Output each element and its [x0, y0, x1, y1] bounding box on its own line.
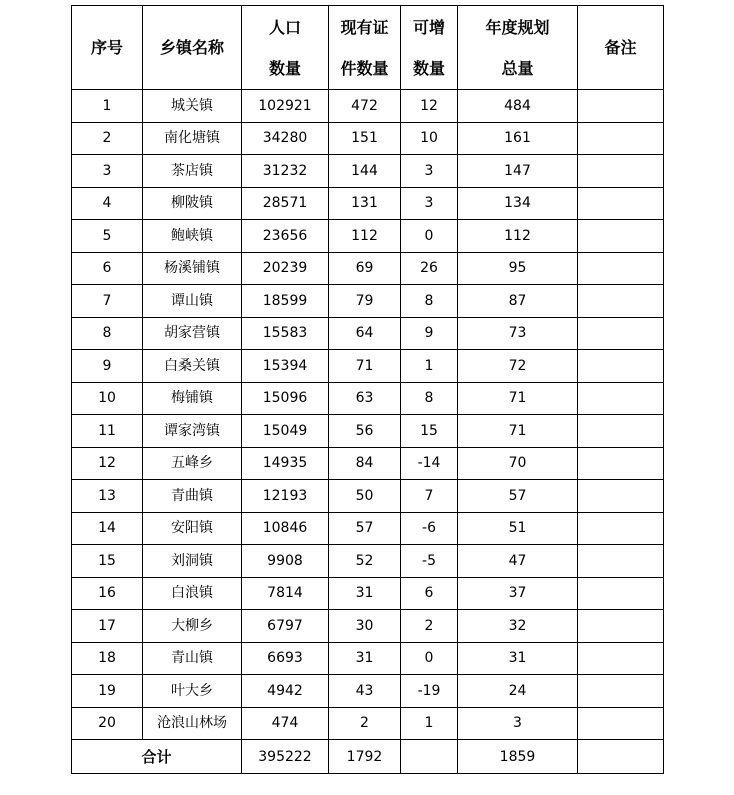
row-index: 2 [72, 122, 143, 155]
row-town-name: 谭山镇 [143, 285, 242, 318]
row-increase: -6 [401, 512, 458, 545]
table-row [72, 642, 664, 675]
row-planned: 47 [458, 545, 578, 578]
row-increase: 6 [401, 577, 458, 610]
header-increase-line-1: 可增 [412, 17, 445, 37]
row-population: 15394 [242, 350, 329, 383]
row-index: 9 [72, 350, 143, 383]
row-existing: 71 [329, 350, 401, 383]
table-row [72, 480, 664, 513]
header-population-line-1: 人口 [268, 17, 301, 37]
row-increase: 1 [401, 707, 458, 740]
table-row [72, 220, 664, 253]
row-existing: 69 [329, 252, 401, 285]
header-population [242, 6, 329, 90]
row-remarks [578, 90, 664, 123]
row-increase: 9 [401, 317, 458, 350]
row-planned: 112 [458, 220, 578, 253]
table-row [72, 317, 664, 350]
row-population: 4942 [242, 675, 329, 708]
table-row [72, 382, 664, 415]
header-planned [458, 6, 578, 90]
row-increase: 0 [401, 220, 458, 253]
table-row [72, 512, 664, 545]
header-existing-line-2: 件数量 [340, 58, 389, 78]
row-population: 28571 [242, 187, 329, 220]
row-town-name: 柳陂镇 [143, 187, 242, 220]
row-population: 6693 [242, 642, 329, 675]
row-index: 12 [72, 447, 143, 480]
row-increase: 26 [401, 252, 458, 285]
table-row [72, 545, 664, 578]
row-planned: 3 [458, 707, 578, 740]
row-index: 13 [72, 480, 143, 513]
total-planned: 1859 [458, 740, 578, 774]
row-index: 3 [72, 155, 143, 188]
row-planned: 72 [458, 350, 578, 383]
row-population: 15096 [242, 382, 329, 415]
row-town-name: 青曲镇 [143, 480, 242, 513]
row-index: 4 [72, 187, 143, 220]
row-existing: 112 [329, 220, 401, 253]
row-index: 14 [72, 512, 143, 545]
row-town-name: 白浪镇 [143, 577, 242, 610]
row-existing: 2 [329, 707, 401, 740]
row-town-name: 谭家湾镇 [143, 415, 242, 448]
row-town-name: 茶店镇 [143, 155, 242, 188]
row-remarks [578, 707, 664, 740]
row-population: 12193 [242, 480, 329, 513]
row-town-name: 沧浪山林场 [143, 707, 242, 740]
table-row [72, 252, 664, 285]
row-increase: 3 [401, 155, 458, 188]
header-existing [329, 6, 401, 90]
row-increase: 2 [401, 610, 458, 643]
row-town-name: 杨溪铺镇 [143, 252, 242, 285]
row-planned: 37 [458, 577, 578, 610]
row-planned: 147 [458, 155, 578, 188]
row-existing: 131 [329, 187, 401, 220]
row-existing: 79 [329, 285, 401, 318]
row-town-name: 梅铺镇 [143, 382, 242, 415]
table-row [72, 155, 664, 188]
row-remarks [578, 122, 664, 155]
row-remarks [578, 220, 664, 253]
row-remarks [578, 512, 664, 545]
row-increase: 8 [401, 285, 458, 318]
row-planned: 51 [458, 512, 578, 545]
row-existing: 31 [329, 642, 401, 675]
row-population: 9908 [242, 545, 329, 578]
row-town-name: 叶大乡 [143, 675, 242, 708]
row-planned: 73 [458, 317, 578, 350]
header-population-line-2: 数量 [268, 58, 301, 78]
row-index: 6 [72, 252, 143, 285]
row-town-name: 安阳镇 [143, 512, 242, 545]
table-row [72, 415, 664, 448]
row-planned: 24 [458, 675, 578, 708]
table-row [72, 675, 664, 708]
row-planned: 87 [458, 285, 578, 318]
row-remarks [578, 155, 664, 188]
header-increase-line-2: 数量 [412, 58, 445, 78]
row-remarks [578, 610, 664, 643]
row-increase: -14 [401, 447, 458, 480]
row-existing: 31 [329, 577, 401, 610]
row-town-name: 鲍峡镇 [143, 220, 242, 253]
row-planned: 70 [458, 447, 578, 480]
row-remarks [578, 350, 664, 383]
row-planned: 71 [458, 382, 578, 415]
row-population: 10846 [242, 512, 329, 545]
row-remarks [578, 252, 664, 285]
row-index: 7 [72, 285, 143, 318]
row-existing: 50 [329, 480, 401, 513]
row-existing: 43 [329, 675, 401, 708]
row-town-name: 胡家营镇 [143, 317, 242, 350]
row-increase: 1 [401, 350, 458, 383]
row-existing: 63 [329, 382, 401, 415]
total-remarks [578, 740, 664, 774]
row-increase: 3 [401, 187, 458, 220]
row-index: 10 [72, 382, 143, 415]
header-row [72, 6, 664, 90]
row-existing: 52 [329, 545, 401, 578]
total-existing: 1792 [329, 740, 401, 774]
row-remarks [578, 447, 664, 480]
row-planned: 57 [458, 480, 578, 513]
header-planned-line-2: 总量 [501, 58, 534, 78]
row-population: 14935 [242, 447, 329, 480]
row-population: 23656 [242, 220, 329, 253]
row-increase: 15 [401, 415, 458, 448]
table-row [72, 447, 664, 480]
row-population: 6797 [242, 610, 329, 643]
row-increase: 10 [401, 122, 458, 155]
header-town-name: 乡镇名称 [143, 6, 242, 90]
row-population: 20239 [242, 252, 329, 285]
row-planned: 134 [458, 187, 578, 220]
row-remarks [578, 642, 664, 675]
row-index: 11 [72, 415, 143, 448]
total-population: 395222 [242, 740, 329, 774]
row-existing: 30 [329, 610, 401, 643]
row-index: 1 [72, 90, 143, 123]
row-existing: 144 [329, 155, 401, 188]
row-remarks [578, 285, 664, 318]
row-remarks [578, 415, 664, 448]
row-town-name: 青山镇 [143, 642, 242, 675]
row-increase: 0 [401, 642, 458, 675]
row-increase: -5 [401, 545, 458, 578]
row-remarks [578, 480, 664, 513]
row-planned: 71 [458, 415, 578, 448]
row-index: 18 [72, 642, 143, 675]
row-existing: 151 [329, 122, 401, 155]
table-row [72, 90, 664, 123]
header-planned-line-1: 年度规划 [485, 17, 550, 37]
town-planning-table [71, 5, 664, 774]
row-population: 31232 [242, 155, 329, 188]
header-existing-line-1: 现有证 [340, 17, 389, 37]
row-population: 474 [242, 707, 329, 740]
row-town-name: 五峰乡 [143, 447, 242, 480]
row-population: 34280 [242, 122, 329, 155]
row-planned: 484 [458, 90, 578, 123]
header-remarks: 备注 [578, 6, 664, 90]
row-index: 8 [72, 317, 143, 350]
row-planned: 32 [458, 610, 578, 643]
row-existing: 84 [329, 447, 401, 480]
row-population: 7814 [242, 577, 329, 610]
row-index: 19 [72, 675, 143, 708]
table-row [72, 122, 664, 155]
row-population: 15583 [242, 317, 329, 350]
row-planned: 161 [458, 122, 578, 155]
table-row [72, 610, 664, 643]
table-row [72, 187, 664, 220]
row-existing: 57 [329, 512, 401, 545]
row-remarks [578, 187, 664, 220]
table-row [72, 577, 664, 610]
row-remarks [578, 317, 664, 350]
table-row [72, 350, 664, 383]
row-population: 102921 [242, 90, 329, 123]
row-index: 15 [72, 545, 143, 578]
table-row [72, 285, 664, 318]
row-planned: 95 [458, 252, 578, 285]
total-label: 合计 [72, 740, 242, 774]
total-row [72, 740, 664, 774]
row-index: 16 [72, 577, 143, 610]
row-increase: -19 [401, 675, 458, 708]
row-remarks [578, 545, 664, 578]
total-increase [401, 740, 458, 774]
row-town-name: 南化塘镇 [143, 122, 242, 155]
row-increase: 8 [401, 382, 458, 415]
row-town-name: 刘洞镇 [143, 545, 242, 578]
row-index: 17 [72, 610, 143, 643]
row-existing: 56 [329, 415, 401, 448]
row-remarks [578, 675, 664, 708]
row-index: 5 [72, 220, 143, 253]
row-town-name: 城关镇 [143, 90, 242, 123]
row-remarks [578, 382, 664, 415]
row-existing: 472 [329, 90, 401, 123]
row-population: 15049 [242, 415, 329, 448]
row-increase: 12 [401, 90, 458, 123]
row-population: 18599 [242, 285, 329, 318]
table-row [72, 707, 664, 740]
row-increase: 7 [401, 480, 458, 513]
row-town-name: 白桑关镇 [143, 350, 242, 383]
row-existing: 64 [329, 317, 401, 350]
row-town-name: 大柳乡 [143, 610, 242, 643]
row-index: 20 [72, 707, 143, 740]
header-increase [401, 6, 458, 90]
header-index: 序号 [72, 6, 143, 90]
row-remarks [578, 577, 664, 610]
row-planned: 31 [458, 642, 578, 675]
